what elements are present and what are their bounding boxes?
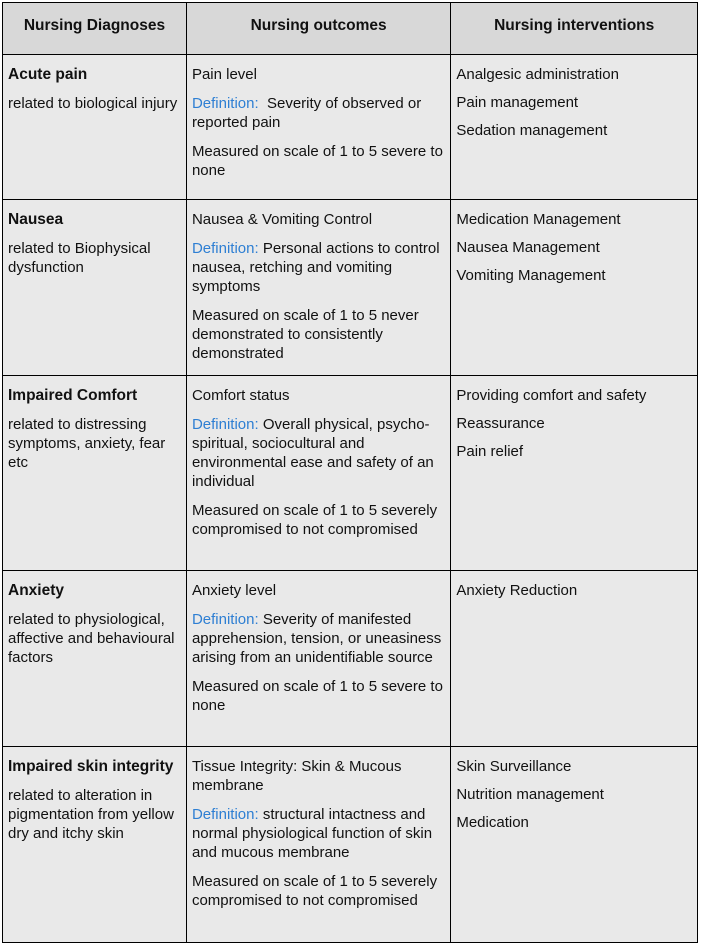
diagnosis-related: related to Biophysical dysfunction xyxy=(8,240,151,276)
outcome-name: Tissue Integrity: Skin & Mucous membrane xyxy=(191,758,402,794)
outcome-name: Comfort status xyxy=(191,387,290,404)
nursing-care-plan-table xyxy=(2,2,698,943)
definition-label: Definition: xyxy=(191,806,259,823)
outcome-cell xyxy=(186,376,450,571)
table-row xyxy=(3,747,698,943)
outcome-definition xyxy=(192,805,445,862)
header-interventions: Nursing interventions xyxy=(451,3,698,55)
outcome-definition xyxy=(192,415,445,491)
diagnosis-title: Acute pain xyxy=(8,66,88,83)
intervention-item: Nutrition management xyxy=(456,786,604,803)
outcome-scale: Measured on scale of 1 to 5 severe to none xyxy=(191,143,443,179)
intervention-item: Providing comfort and safety xyxy=(456,387,647,404)
intervention-item: Medication Management xyxy=(456,211,621,228)
diagnosis-related: related to alteration in pigmentation from yellow dry and itchy skin xyxy=(8,787,174,842)
outcome-cell xyxy=(186,200,450,376)
definition-text: structural intactness and normal physiological function of skin and mucous membrane xyxy=(191,806,433,861)
diagnosis-related: related to physiological, affective and behavioural factors xyxy=(8,611,175,666)
table-row xyxy=(3,200,698,376)
outcome-cell xyxy=(186,571,450,747)
diagnosis-cell xyxy=(3,747,187,943)
table-row xyxy=(3,55,698,200)
interventions-cell xyxy=(451,200,698,376)
outcome-name: Pain level xyxy=(191,66,257,83)
table-row xyxy=(3,376,698,571)
outcome-scale: Measured on scale of 1 to 5 severely compromised to not compromised xyxy=(191,502,438,538)
diagnosis-title: Impaired skin integrity xyxy=(8,758,174,775)
definition-text: Severity of observed or reported pain xyxy=(191,95,422,131)
diagnosis-title: Anxiety xyxy=(8,582,64,599)
diagnosis-cell xyxy=(3,376,187,571)
table-row xyxy=(3,571,698,747)
header-row xyxy=(3,3,698,55)
outcome-definition xyxy=(192,610,445,667)
intervention-item: Reassurance xyxy=(456,415,545,432)
intervention-item: Sedation management xyxy=(456,122,608,139)
definition-text: Severity of manifested apprehension, tension, or uneasiness arising from an unidentifiable source xyxy=(191,611,442,666)
definition-label: Definition: xyxy=(191,240,259,257)
outcome-definition xyxy=(192,94,445,132)
outcome-scale: Measured on scale of 1 to 5 never demonstrated to consistently demonstrated xyxy=(191,307,419,362)
interventions-cell xyxy=(451,55,698,200)
diagnosis-related: related to biological injury xyxy=(8,95,178,112)
interventions-cell xyxy=(451,571,698,747)
outcome-scale: Measured on scale of 1 to 5 severely compromised to not compromised xyxy=(191,873,438,909)
outcome-name: Nausea & Vomiting Control xyxy=(191,211,373,228)
outcome-cell xyxy=(186,747,450,943)
diagnosis-cell xyxy=(3,571,187,747)
intervention-item: Skin Surveillance xyxy=(456,758,572,775)
intervention-item: Vomiting Management xyxy=(456,267,606,284)
diagnosis-cell xyxy=(3,55,187,200)
diagnosis-title: Impaired Comfort xyxy=(8,387,138,404)
outcome-name: Anxiety level xyxy=(191,582,277,599)
header-diagnoses: Nursing Diagnoses xyxy=(3,3,187,55)
definition-label: Definition: xyxy=(191,611,259,628)
outcome-cell xyxy=(186,55,450,200)
definition-text: Overall physical, psycho-spiritual, sociocultural and environmental ease and safety of an individual xyxy=(191,416,434,490)
outcome-definition xyxy=(192,239,445,296)
intervention-item: Anxiety Reduction xyxy=(456,582,578,599)
interventions-cell xyxy=(451,747,698,943)
definition-label: Definition: xyxy=(191,95,259,112)
intervention-item: Nausea Management xyxy=(456,239,600,256)
intervention-item: Medication xyxy=(456,814,529,831)
interventions-cell xyxy=(451,376,698,571)
outcome-scale: Measured on scale of 1 to 5 severe to none xyxy=(191,678,443,714)
diagnosis-related: related to distressing symptoms, anxiety, fear etc xyxy=(8,416,166,471)
diagnosis-title: Nausea xyxy=(8,211,64,228)
header-outcomes: Nursing outcomes xyxy=(186,3,450,55)
definition-text: Personal actions to control nausea, retching and vomiting symptoms xyxy=(191,240,440,295)
definition-label: Definition: xyxy=(191,416,259,433)
intervention-item: Pain management xyxy=(456,94,579,111)
intervention-item: Pain relief xyxy=(456,443,524,460)
intervention-item: Analgesic administration xyxy=(456,66,619,83)
diagnosis-cell xyxy=(3,200,187,376)
